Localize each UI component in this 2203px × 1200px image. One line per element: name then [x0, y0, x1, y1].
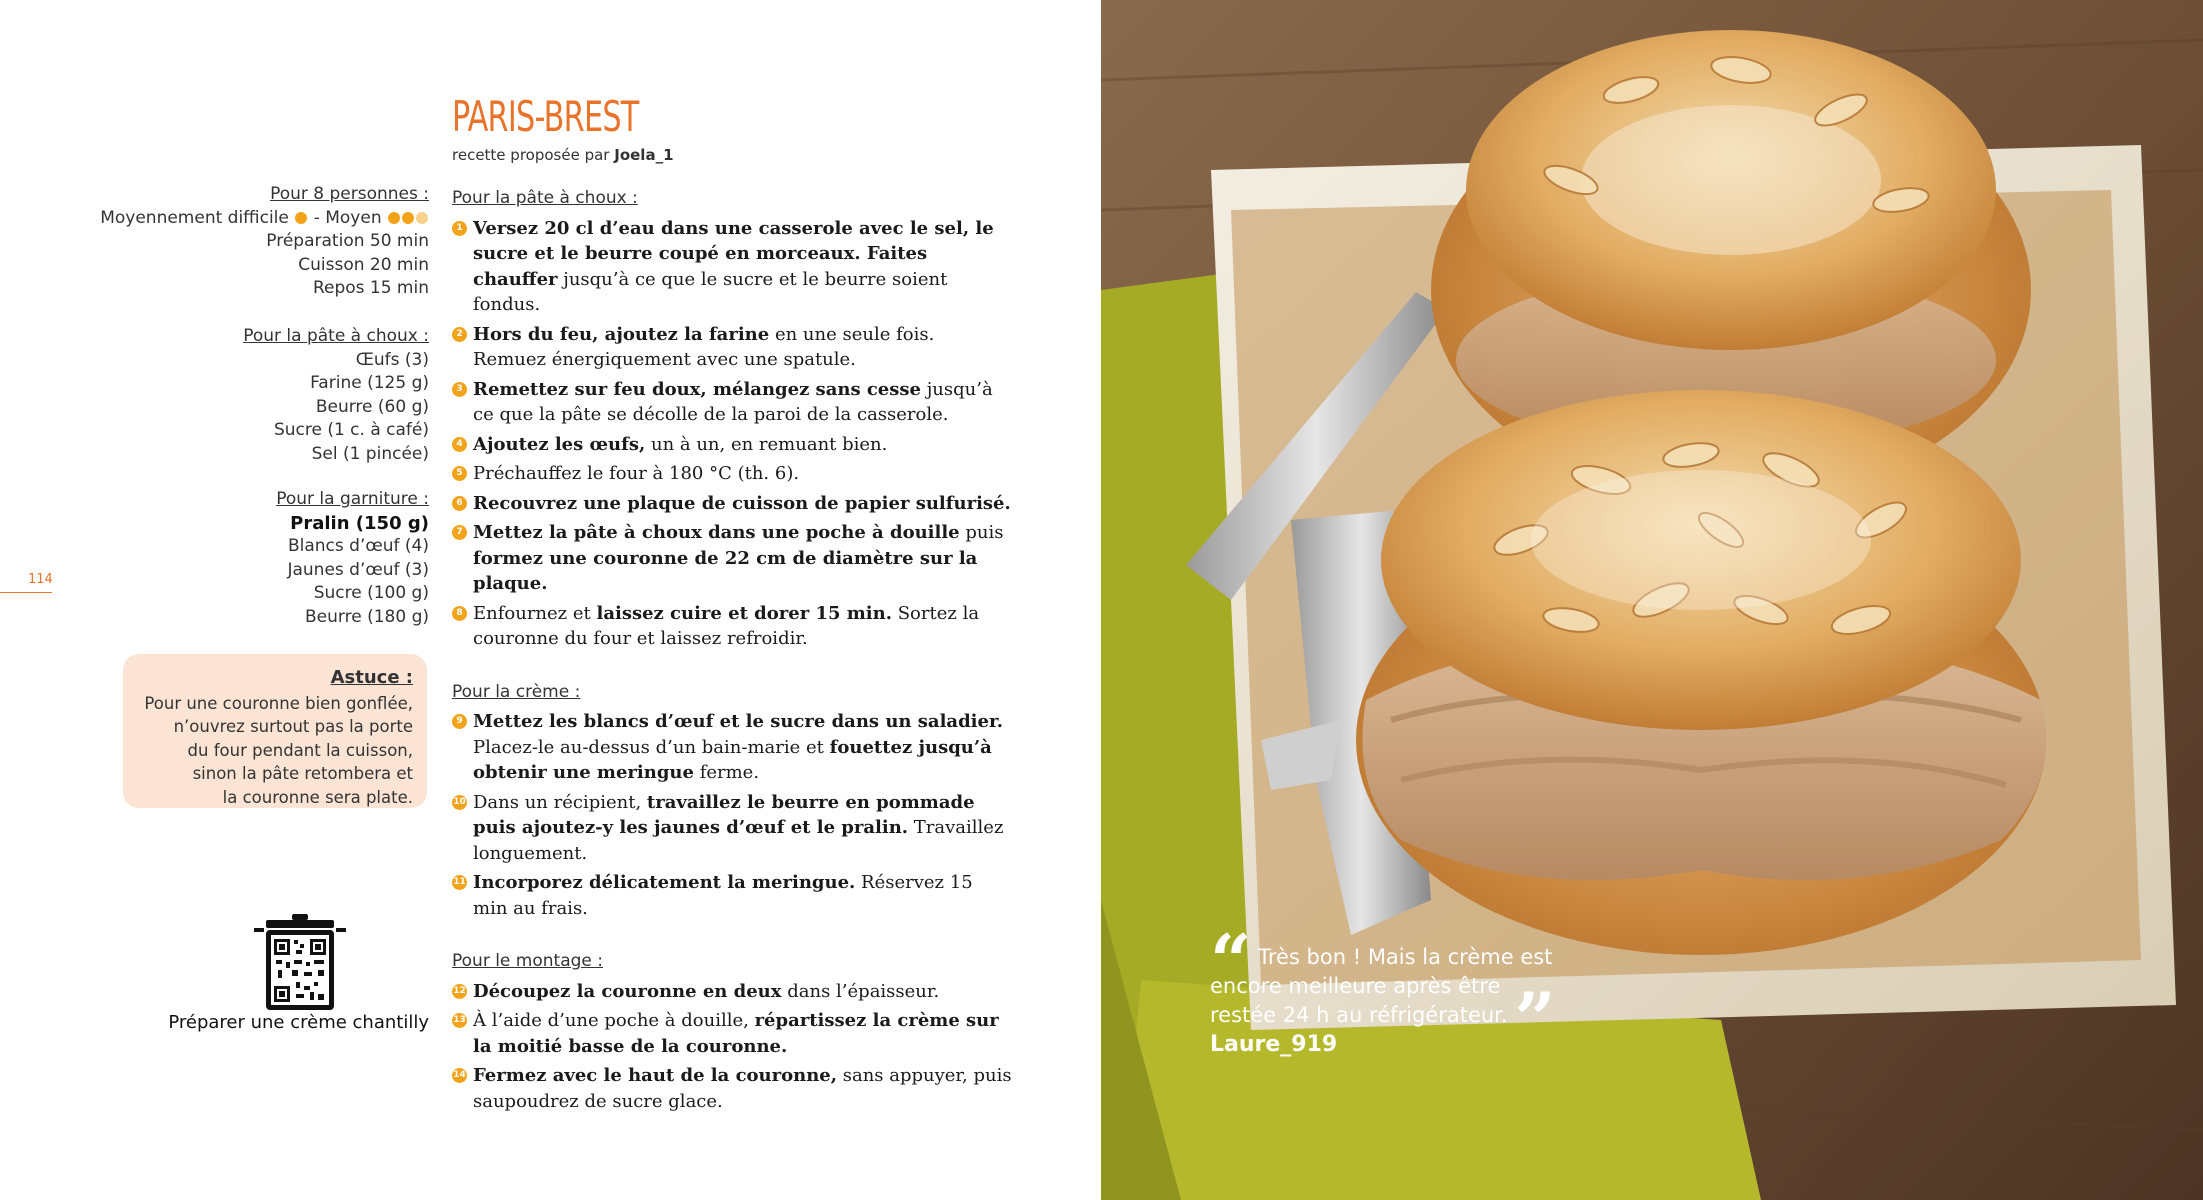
step-bold-text: répartissez la crème sur la moitié basse de la couronne. [473, 1010, 999, 1057]
recipe-step [452, 461, 1012, 487]
step-number-badge: 1 [452, 221, 467, 236]
ingredient-item: Œufs (3) [355, 349, 429, 370]
cost-label: - Moyen [313, 207, 382, 228]
step-number-badge: 8 [452, 606, 467, 621]
step-bold-text: Découpez la couronne en deux [473, 980, 782, 1002]
step-bold-text: laissez cuire et dorer 15 min. [596, 602, 892, 624]
step-number-badge: 6 [452, 496, 467, 511]
close-quote-icon: ” [1514, 976, 1556, 1061]
quote-author: Laure_919 [1210, 1032, 1338, 1057]
step-text: Préchauffez le four à 180 °C (th. 6). [473, 463, 800, 484]
step-bold-text: Versez 20 cl d’eau dans une casserole avec le sel, le sucre et le beurre coupé en morceaux. Faites chauffer [473, 217, 994, 290]
step-bold-text: fouettez jusqu’à obtenir une meringue [473, 736, 992, 783]
recipe-meta [60, 183, 429, 301]
qr-code-icon[interactable] [252, 912, 348, 1012]
ingredients-pate-heading: Pour la pâte à choux : [243, 326, 429, 346]
step-bold-text: formez une couronne de 22 cm de diamètre sur la plaque. [473, 547, 978, 594]
recipe-step [452, 432, 1012, 458]
user-review-quote [1210, 918, 1570, 1061]
byline-prefix: recette proposée par [452, 146, 610, 164]
page-number: 114 [28, 572, 53, 587]
tip-line: du four pendant la cuisson, [187, 740, 413, 760]
servings-heading: Pour 8 personnes : [270, 184, 429, 204]
step-bold-text: travaillez le beurre en pommade puis ajoutez-y les jaunes d’œuf et le pralin. [473, 791, 975, 838]
recipe-title: PARIS-BREST [452, 92, 639, 141]
recipe-step [452, 216, 1012, 318]
tip-line: Pour une couronne bien gonflée, [144, 693, 413, 713]
step-bold-text: Recouvrez une plaque de cuisson de papier sulfurisé. [473, 492, 1011, 514]
step-number-badge: 13 [452, 1013, 467, 1028]
step-bold-text: Hors du feu, ajoutez la farine [473, 323, 770, 345]
section-heading-creme: Pour la crème : [452, 681, 581, 702]
preparation-time: Préparation 50 min [266, 231, 429, 251]
step-text: ferme. [693, 762, 760, 783]
step-text: Réservez 15 min au frais. [473, 872, 973, 919]
recipe-step [452, 709, 1012, 786]
recipe-step [452, 377, 1012, 428]
step-bold-text: Ajoutez les œufs, [473, 433, 646, 455]
tip-title: Astuce : [330, 667, 413, 688]
recipe-step [452, 790, 1012, 867]
recipe-step [452, 870, 1012, 921]
step-text: Travaillez longuement. [473, 817, 1004, 864]
rest-time: Repos 15 min [312, 278, 429, 298]
step-text: Enfournez et [473, 602, 597, 624]
step-text: sans appuyer, puis saupoudrez de sucre glace. [473, 1065, 1012, 1112]
ingredient-item: Blancs d’œuf (4) [287, 536, 429, 556]
step-number-badge: 3 [452, 382, 467, 397]
page-number-rule [0, 592, 52, 593]
recipe-step [452, 601, 1012, 652]
tip-line: la couronne sera plate. [222, 787, 413, 807]
step-text: Dans un récipient, [473, 791, 647, 813]
section-heading-montage: Pour le montage : [452, 951, 603, 971]
recipe-step [452, 491, 1012, 517]
step-text: Sortez la couronne du four et laissez refroidir. [473, 602, 980, 649]
step-number-badge: 10 [452, 795, 467, 810]
cost-icon [416, 212, 428, 224]
ingredients-garniture [60, 488, 429, 629]
section-spacer [452, 656, 1012, 680]
recipe-steps [452, 186, 1012, 1118]
cost-icon [388, 212, 400, 224]
ingredient-item: Sel (1 pincée) [311, 443, 429, 464]
step-number-badge: 2 [452, 327, 467, 342]
ingredient-item: Beurre (180 g) [305, 606, 429, 627]
quote-text: Très bon ! Mais la crème est encore meilleure après être restée 24 h au réfrigérateur. [1210, 945, 1553, 1027]
ingredient-item: Sucre (1 c. à café) [273, 420, 429, 440]
step-number-badge: 4 [452, 437, 467, 452]
recipe-step [452, 520, 1012, 597]
step-text: dans l’épaisseur. [781, 980, 940, 1002]
ingredients-garniture-heading: Pour la garniture : [276, 489, 429, 509]
difficulty-label: Moyennement difficile [100, 207, 289, 228]
step-text: un à un, en remuant bien. [645, 433, 888, 455]
step-bold-text: Mettez la pâte à choux dans une poche à douille [473, 522, 960, 543]
step-bold-text: Fermez avec le haut de la couronne, [473, 1065, 837, 1086]
ingredient-item-bold: Pralin (150 g) [290, 512, 429, 534]
byline-author: Joela_1 [614, 146, 674, 164]
ingredients-pate [60, 325, 429, 466]
recipe-step [452, 322, 1012, 373]
tip-line: n’ouvrez surtout pas la porte [173, 717, 413, 736]
step-text: puis [959, 522, 1004, 543]
step-bold-text: Incorporez délicatement la meringue. [473, 872, 856, 893]
cost-icon [402, 212, 414, 224]
step-text: en une seule fois. Remuez énergiquement avec une spatule. [473, 323, 935, 370]
step-text: Placez-le au-dessus d’un bain-marie et [473, 736, 830, 758]
step-number-badge: 9 [452, 714, 467, 729]
recipe-step [452, 1063, 1012, 1114]
step-number-badge: 14 [452, 1068, 467, 1083]
ingredient-item: Farine (125 g) [310, 373, 429, 393]
step-number-badge: 11 [452, 875, 467, 890]
step-text: À l’aide d’une poche à douille, [473, 1010, 755, 1031]
step-bold-text: Mettez les blancs d’œuf et le sucre dans un saladier. [473, 711, 1004, 732]
step-text: jusqu’à ce que la pâte se décolle de la paroi de la casserole. [473, 378, 993, 425]
difficulty-line [60, 207, 429, 231]
ingredient-item: Jaunes d’œuf (3) [287, 559, 429, 580]
ingredient-item: Beurre (60 g) [315, 396, 429, 417]
cooking-time: Cuisson 20 min [298, 254, 429, 275]
recipe-step [452, 979, 1012, 1005]
difficulty-icon [295, 212, 307, 224]
ingredient-item: Sucre (100 g) [313, 583, 429, 603]
step-number-badge: 7 [452, 525, 467, 540]
left-page [0, 0, 1101, 1200]
open-quote-icon: “ [1210, 918, 1252, 1003]
recipe-step [452, 1008, 1012, 1059]
tip-line: sinon la pâte retombera et [192, 764, 413, 783]
recipe-byline [452, 146, 674, 164]
step-bold-text: Remettez sur feu doux, mélangez sans cesse [473, 378, 921, 400]
qr-caption: Préparer une crème chantilly [168, 1012, 429, 1033]
step-number-badge: 12 [452, 984, 467, 999]
tip-box [123, 654, 427, 808]
step-number-badge: 5 [452, 466, 467, 481]
section-heading-pate: Pour la pâte à choux : [452, 188, 638, 208]
section-spacer [452, 925, 1012, 949]
step-text: jusqu’à ce que le sucre et le beurre soient fondus. [473, 268, 948, 315]
